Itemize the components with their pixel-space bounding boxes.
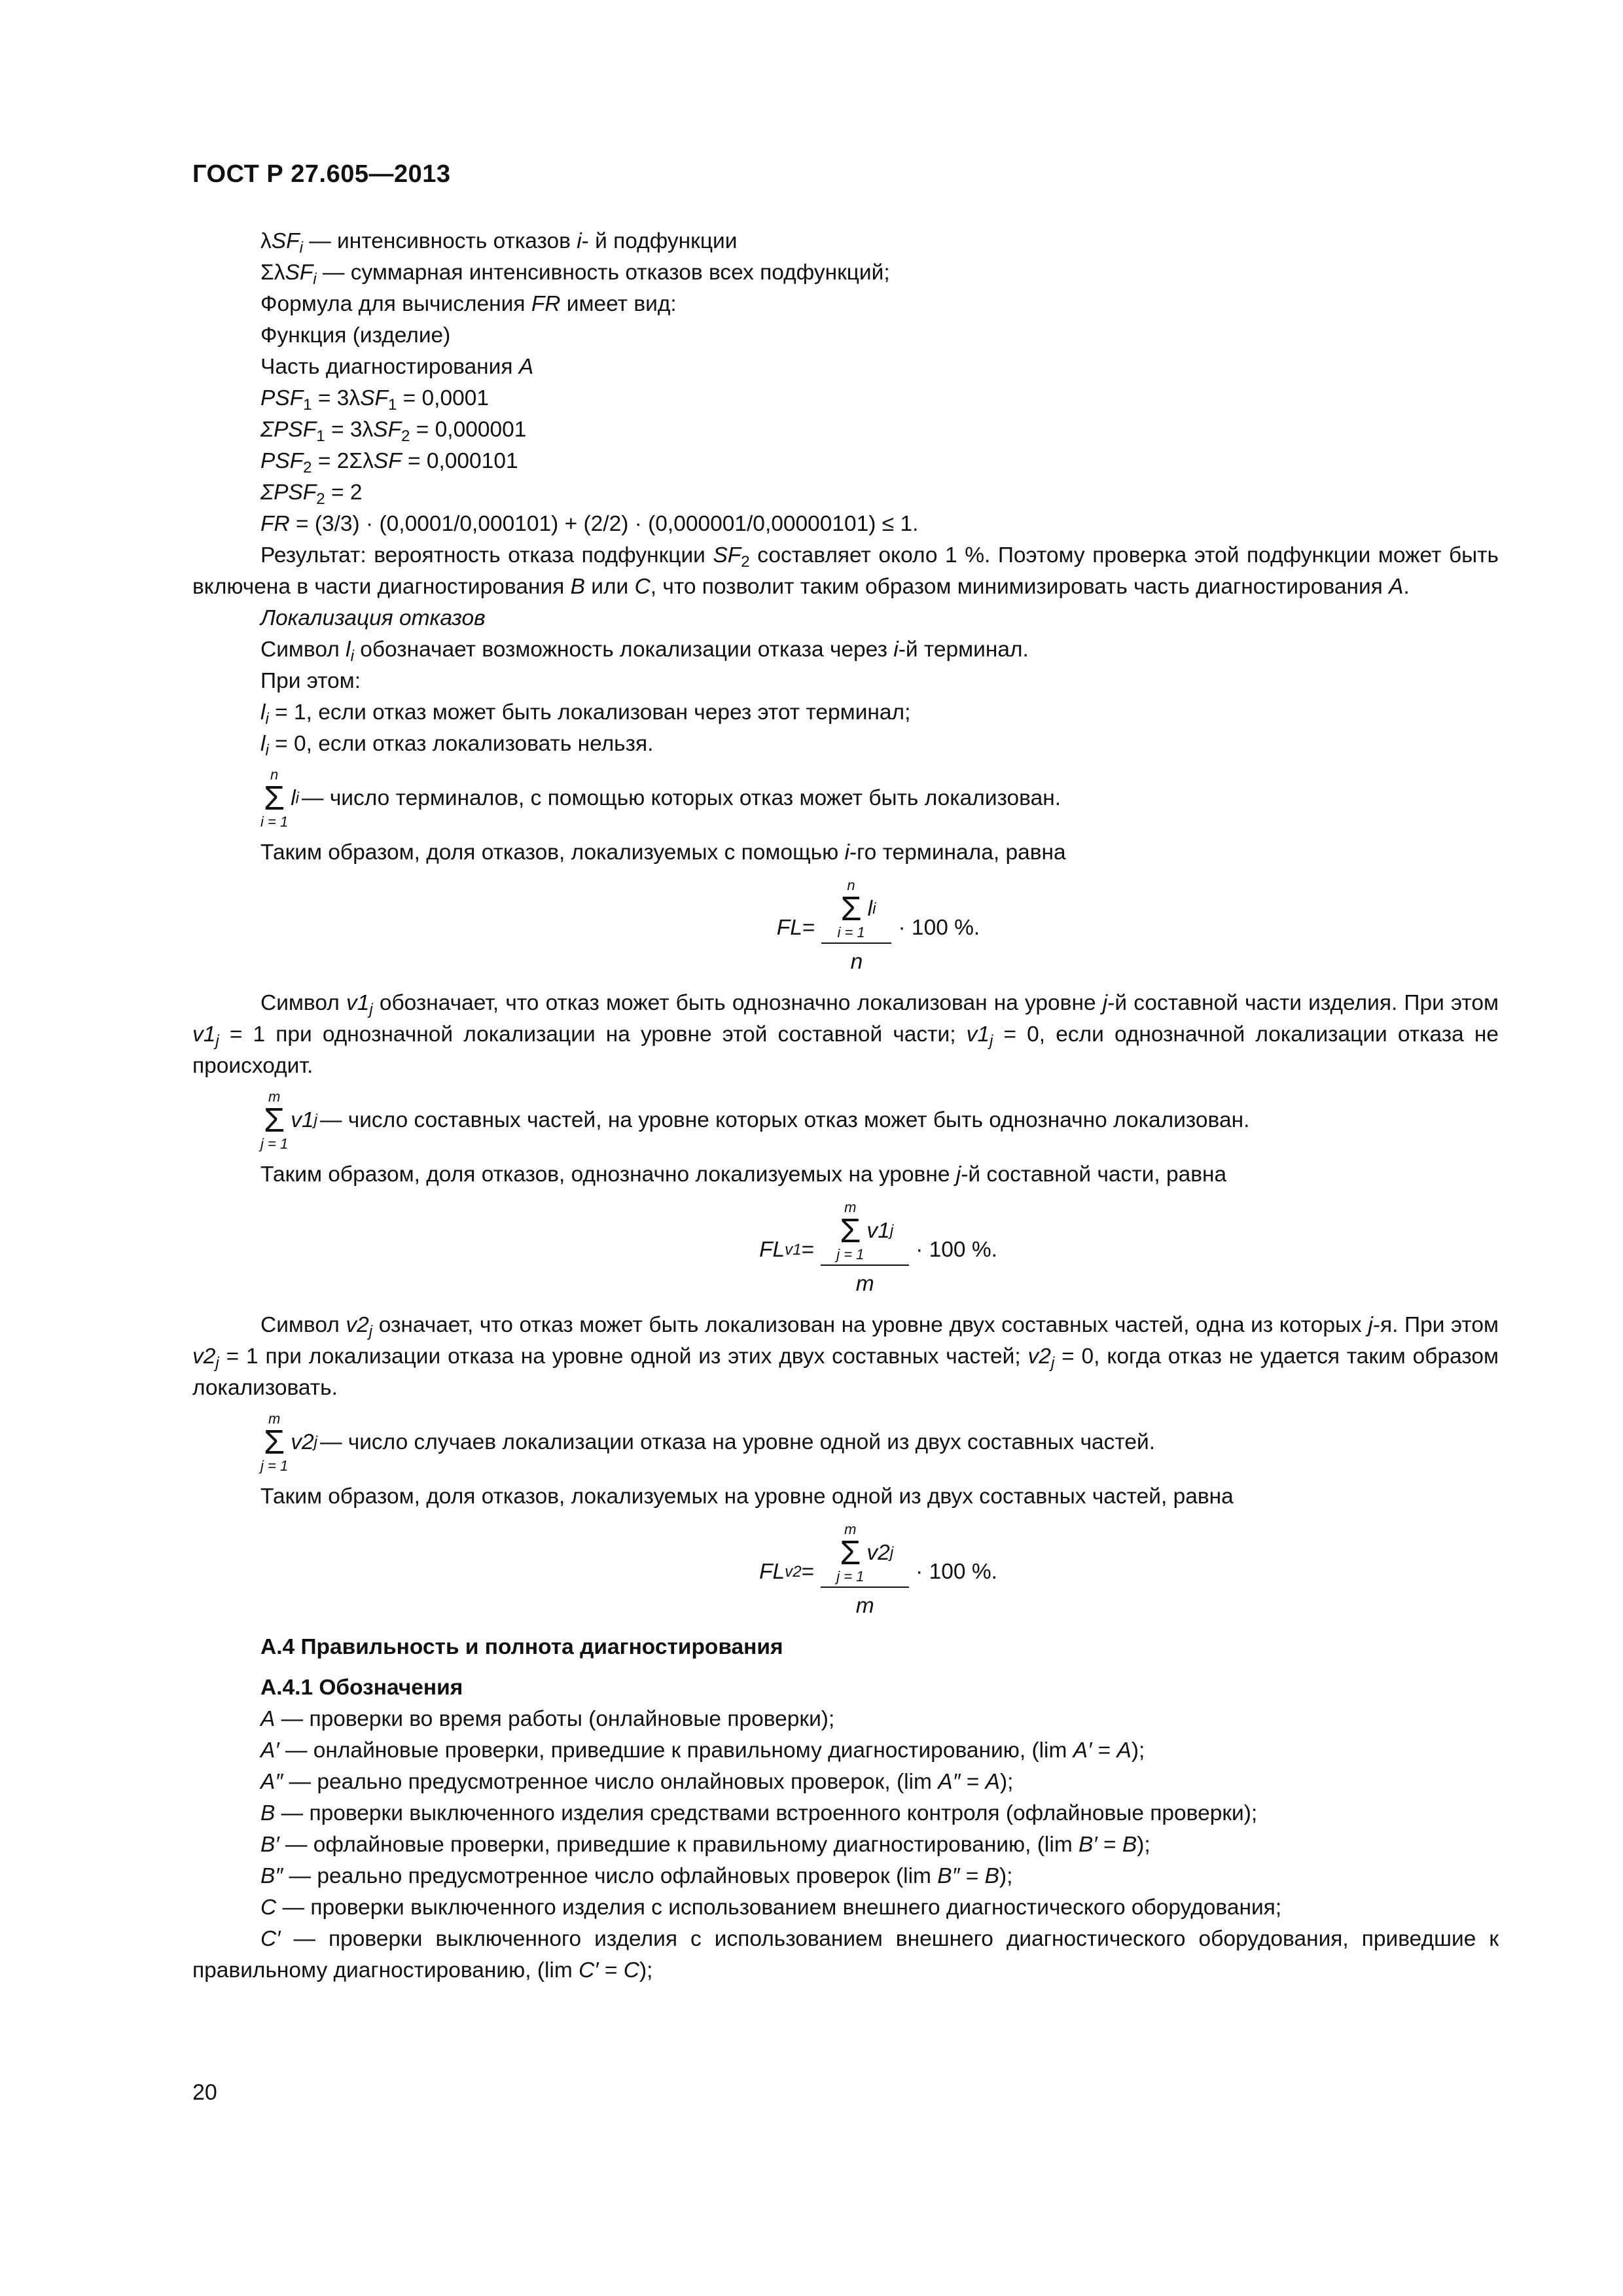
result-paragraph: Результат: вероятность отказа подфункции $SF_2$ составляет около 1 %. Поэтому проверка этой подфункции может быть включена в части диагностирования B или C, что позволит таким образом минимизировать часть диагностирования A.: [192, 543, 1499, 599]
sum-v2-line: m Σ j = 1 v2 j — число случаев локализации отказа на уровне одной из двух составных частей.: [260, 1410, 1156, 1474]
fl-share-line: Таким образом, доля отказов, локализуемых с помощью i-го терминала, равна: [260, 840, 1066, 865]
notation-item: A′ — онлайновые проверки, приведшие к правильному диагностированию, (lim A′ = A);: [260, 1738, 1145, 1763]
notation-item: C — проверки выключенного изделия с использованием внешнего диагностического оборудования;: [260, 1895, 1282, 1920]
li-equals-1: $l_i = 1$, если отказ может быть локализован через этот терминал;: [260, 700, 911, 728]
localization-symbol: Символ $l_i$ обозначает возможность локализации отказа через i-й терминал.: [260, 637, 1029, 666]
localization-heading: Локализация отказов: [260, 606, 486, 630]
notation-item: B′ — офлайновые проверки, приведшие к правильному диагностированию, (lim B′ = B);: [260, 1833, 1150, 1857]
section-a41-title: А.4.1 Обозначения: [260, 1676, 463, 1700]
v1-paragraph: Символ $v1_j$ обозначает, что отказ может быть однозначно локализован на уровне j-й составной части изделия. При этом $v1_j = 1$ при однозначной локализации на уровне этой составной части; $v1_j = 0$, если однозначной локализации отказа не происходит.: [192, 991, 1499, 1078]
section-a4-title: А.4 Правильность и полнота диагностирования: [260, 1635, 783, 1659]
document-header: ГОСТ Р 27.605—2013: [192, 160, 451, 188]
equation-psf1: $PSF_1 = 3\lambda SF_1 = 0,0001$: [260, 386, 490, 414]
sum-symbol: n Σ i = 1: [260, 766, 289, 830]
flv2-share-line: Таким образом, доля отказов, локализуемых на уровне одной из двух составных частей, равна: [260, 1484, 1234, 1509]
equation-fr: FR = (3/3) · (0,0001/0,000101) + (2/2) · (0,000001/0,00000101) ≤ 1.: [260, 512, 919, 536]
notation-item: B″ — реально предусмотренное число офлайновых проверок (lim B″ = B);: [260, 1864, 1013, 1888]
sum-symbol: m Σ j = 1: [260, 1088, 289, 1152]
sum-v1-line: m Σ j = 1 v1 j — число составных частей, на уровне которых отказ может быть однозначно локализован.: [260, 1088, 1250, 1152]
formula-intro: Формула для вычисления FR имеет вид:: [260, 292, 677, 316]
equation-psf2: $PSF_2 = 2\Sigma\lambda SF = 0,000101$: [260, 449, 518, 477]
def-lambda-sf: λSF$_i$ — интенсивность отказов i- й подфункции: [260, 229, 738, 257]
sum-symbol: m Σ j = 1: [260, 1410, 289, 1474]
page-body: [192, 226, 1499, 1986]
fraction: m Σ j = 1 v2 j m: [821, 1522, 909, 1622]
notation-item: A — проверки во время работы (онлайновые проверки);: [260, 1707, 835, 1731]
notation-list: [192, 1704, 1499, 1924]
formula-flv2: FL v2 = m Σ j = 1 v2 j m · 100 %.: [192, 1516, 1499, 1628]
fraction: m Σ j = 1 v1 j m: [821, 1200, 909, 1300]
function-line: Функция (изделие): [260, 323, 451, 348]
diag-part-line: Часть диагностирования A: [260, 355, 534, 379]
notation-item: C′ — проверки выключенного изделия с использованием внешнего диагностического оборудования, приведшие к правильному диагностированию, (lim C′ = C);: [192, 1927, 1499, 1982]
def-sum-lambda-sf: ΣλSF$_i$ — суммарная интенсивность отказов всех подфункций;: [260, 260, 890, 289]
flv1-share-line: Таким образом, доля отказов, однозначно локализуемых на уровне j-й составной части, равна: [260, 1162, 1227, 1187]
sum-li-line: n Σ i = 1 l i — число терминалов, с помощью которых отказ может быть локализован.: [260, 766, 1061, 830]
equation-sum-psf1: $\Sigma PSF_1 = 3\lambda SF_2 = 0,000001$: [260, 418, 527, 446]
notation-item: A″ — реально предусмотренное число онлайновых проверок, (lim A″ = A);: [260, 1770, 1014, 1794]
formula-fl: FL = n Σ i = 1 l i n · 100 %.: [192, 872, 1499, 984]
equation-sum-psf2: $\Sigma PSF_2 = 2$: [260, 480, 363, 509]
notation-item: B — проверки выключенного изделия средствами встроенного контроля (офлайновые проверки);: [260, 1801, 1258, 1825]
page-number: 20: [192, 2080, 217, 2105]
fraction: n Σ i = 1 l i n: [821, 878, 891, 978]
v2-paragraph: Символ $v2_j$ означает, что отказ может быть локализован на уровне двух составных частей, одна из которых j-я. При этом $v2_j = 1$ при локализации отказа на уровне одной из этих двух составных частей; $v2_j = 0$, когда отказ не удается таким образом локализовать.: [192, 1313, 1499, 1400]
li-equals-0: $l_i = 0$, если отказ локализовать нельзя.: [260, 732, 654, 760]
formula-flv1: FL v1 = m Σ j = 1 v1 j m · 100 %.: [192, 1194, 1499, 1306]
localization-when: При этом:: [260, 669, 361, 693]
